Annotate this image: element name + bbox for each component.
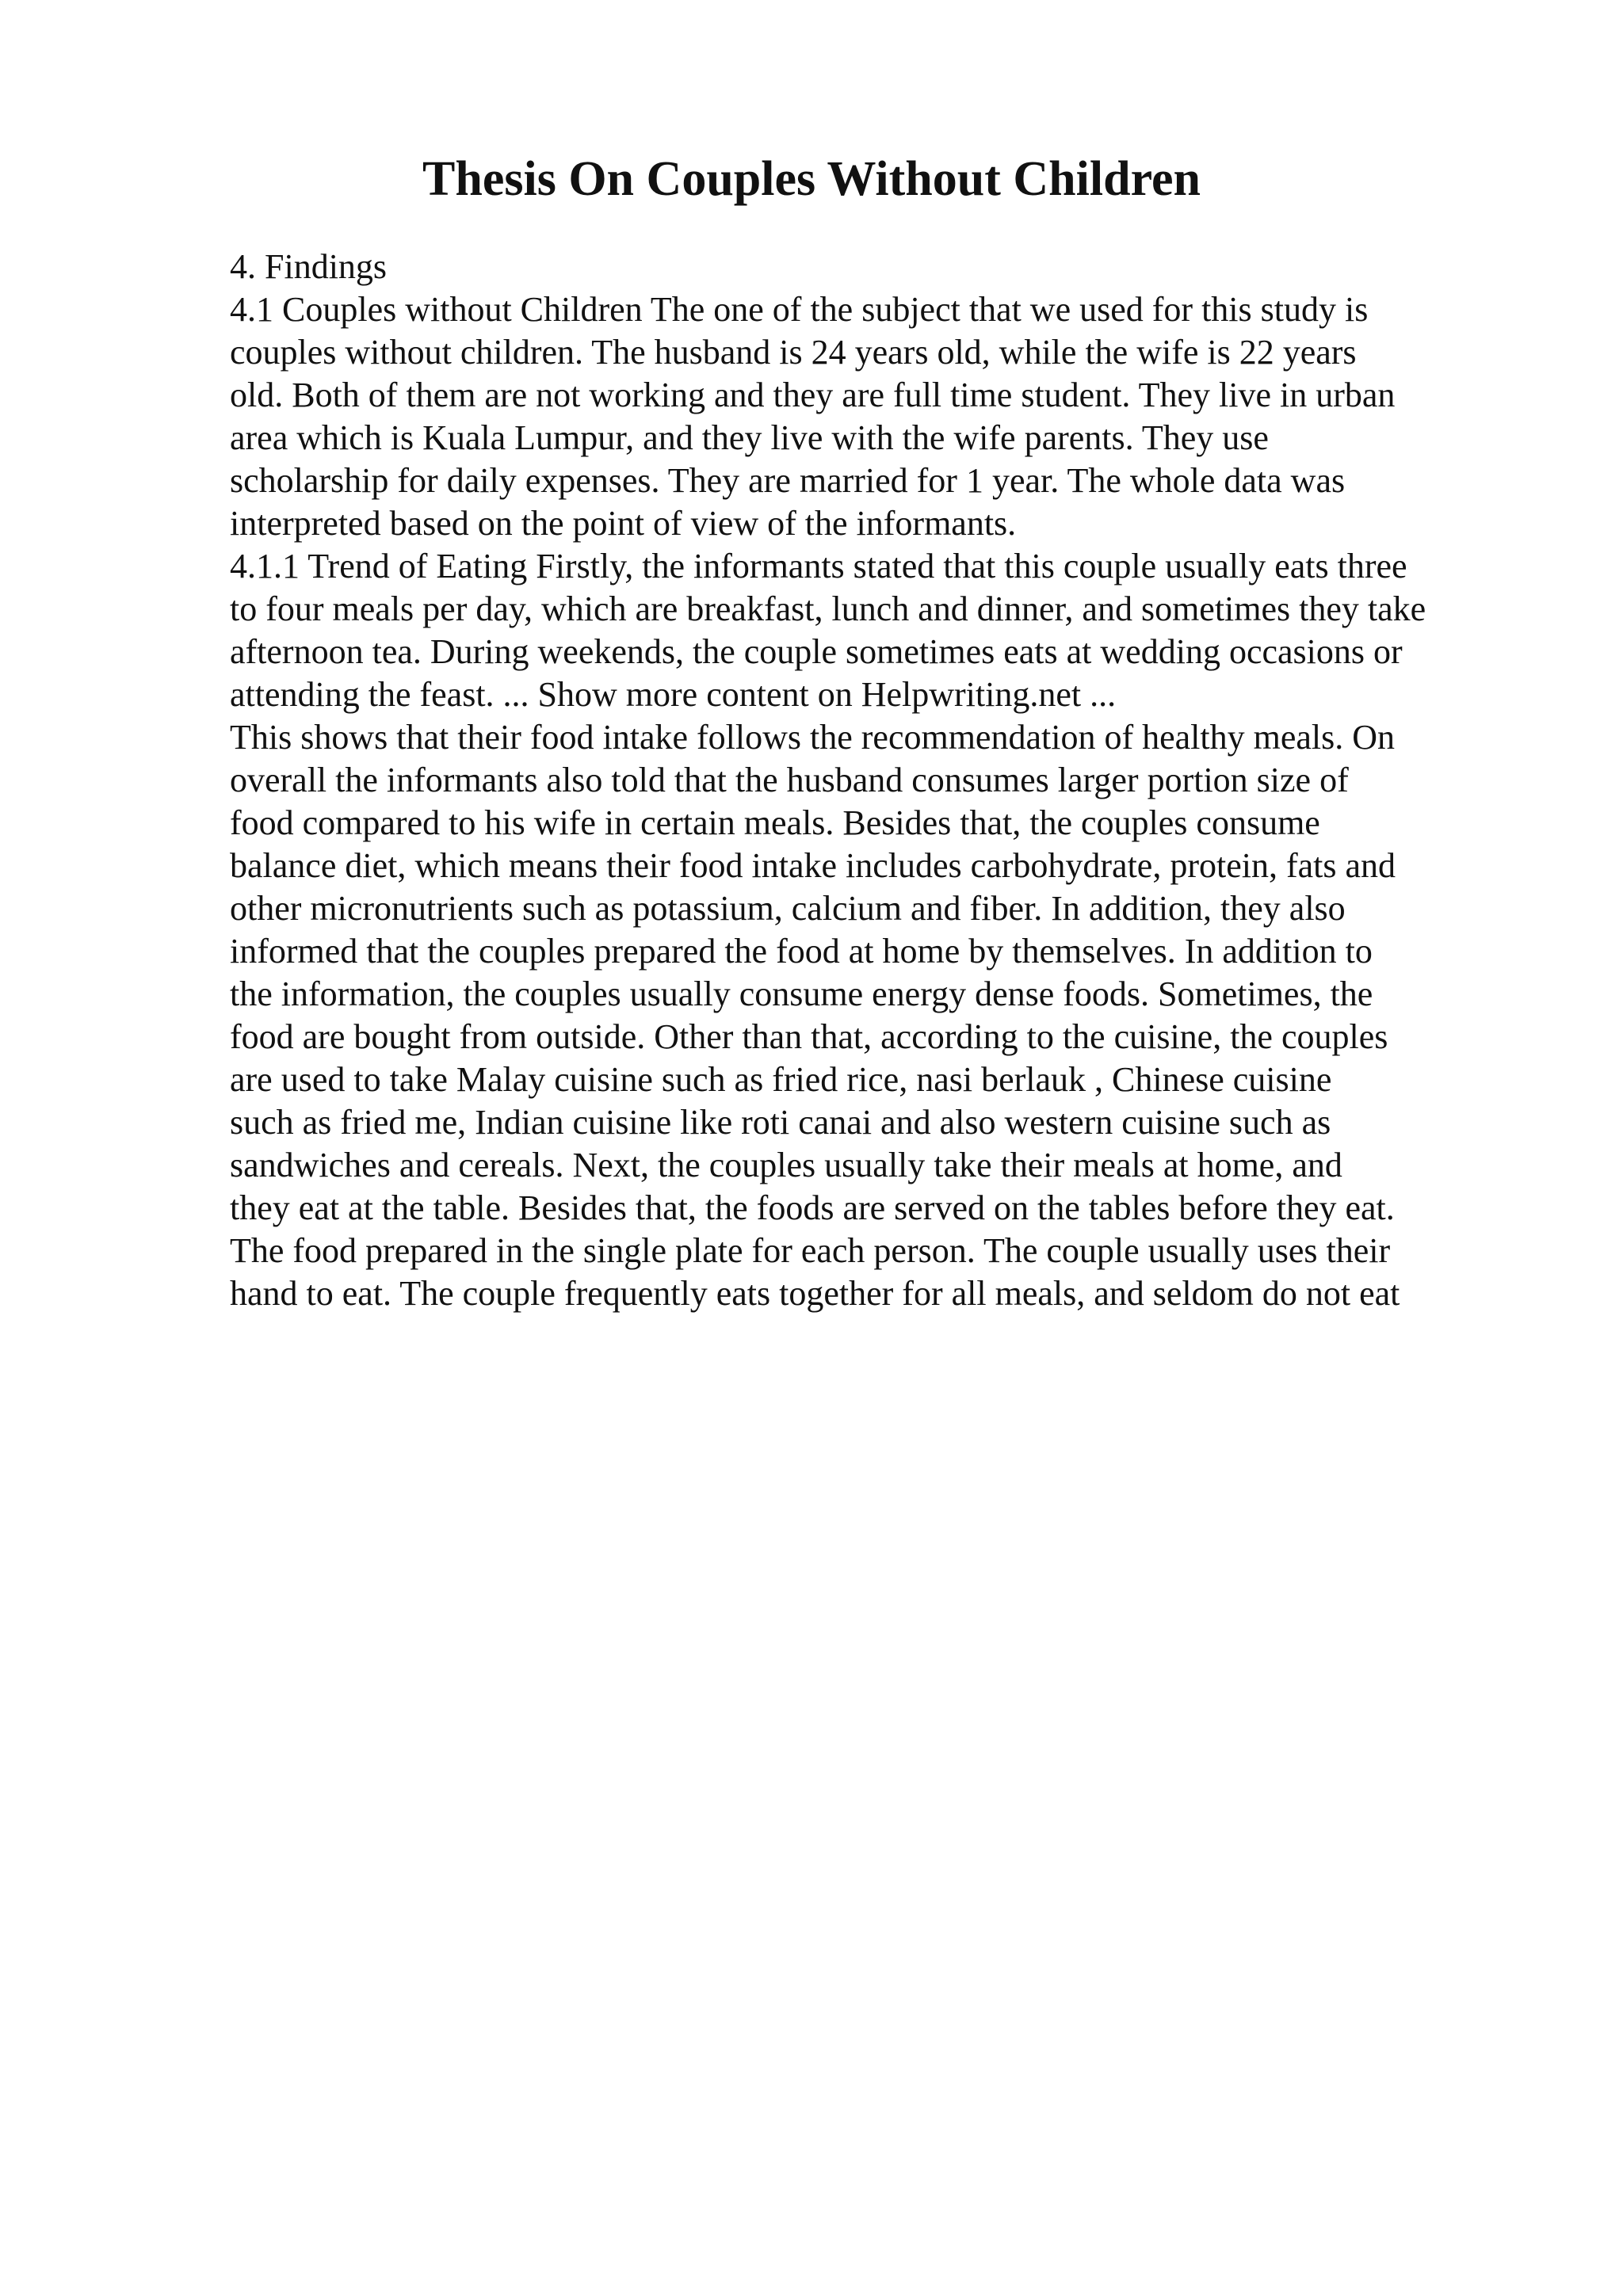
document-title: Thesis On Couples Without Children <box>422 152 1201 206</box>
text-line: overall the informants also told that the husband consumes larger portion size of <box>230 761 1349 799</box>
text-line: interpreted based on the point of view of the informants. <box>230 504 1017 543</box>
text-line: 4.1.1 Trend of Eating Firstly, the informants stated that this couple usually eats three <box>230 547 1407 585</box>
text-line: the information, the couples usually consume energy dense foods. Sometimes, the <box>230 974 1373 1013</box>
text-line: afternoon tea. During weekends, the couple sometimes eats at wedding occasions or <box>230 632 1403 671</box>
text-line: attending the feast. ... Show more content on Helpwriting.net ... <box>230 675 1117 714</box>
text-line: balance diet, which means their food intake includes carbohydrate, protein, fats and <box>230 846 1396 885</box>
text-line: such as fried me, Indian cuisine like roti canai and also western cuisine such as <box>230 1103 1331 1142</box>
text-line: food are bought from outside. Other than that, according to the cuisine, the couples <box>230 1017 1388 1056</box>
text-line: sandwiches and cereals. Next, the couples usually take their meals at home, and <box>230 1146 1342 1184</box>
text-line: to four meals per day, which are breakfast, lunch and dinner, and sometimes they take <box>230 589 1426 628</box>
text-line: scholarship for daily expenses. They are married for 1 year. The whole data was <box>230 461 1346 500</box>
text-line: other micronutrients such as potassium, calcium and fiber. In addition, they also <box>230 889 1346 928</box>
text-line: area which is Kuala Lumpur, and they live with the wife parents. They use <box>230 418 1269 457</box>
text-line: hand to eat. The couple frequently eats together for all meals, and seldom do not eat <box>230 1274 1400 1313</box>
text-line: are used to take Malay cuisine such as fried rice, nasi berlauk , Chinese cuisine <box>230 1060 1332 1099</box>
text-line: couples without children. The husband is 24 years old, while the wife is 22 years <box>230 333 1357 372</box>
document-body <box>230 246 1514 1315</box>
text-line: This shows that their food intake follows the recommendation of healthy meals. On <box>230 718 1396 757</box>
text-line: 4.1 Couples without Children The one of the subject that we used for this study is <box>230 290 1369 329</box>
text-line: food compared to his wife in certain meals. Besides that, the couples consume <box>230 803 1320 842</box>
text-line: The food prepared in the single plate for each person. The couple usually uses their <box>230 1231 1391 1270</box>
text-line: informed that the couples prepared the food at home by themselves. In addition to <box>230 932 1373 971</box>
text-line: 4. Findings <box>230 247 388 286</box>
text-line: they eat at the table. Besides that, the foods are served on the tables before they eat. <box>230 1188 1395 1227</box>
text-line: old. Both of them are not working and they are full time student. They live in urban <box>230 376 1396 414</box>
